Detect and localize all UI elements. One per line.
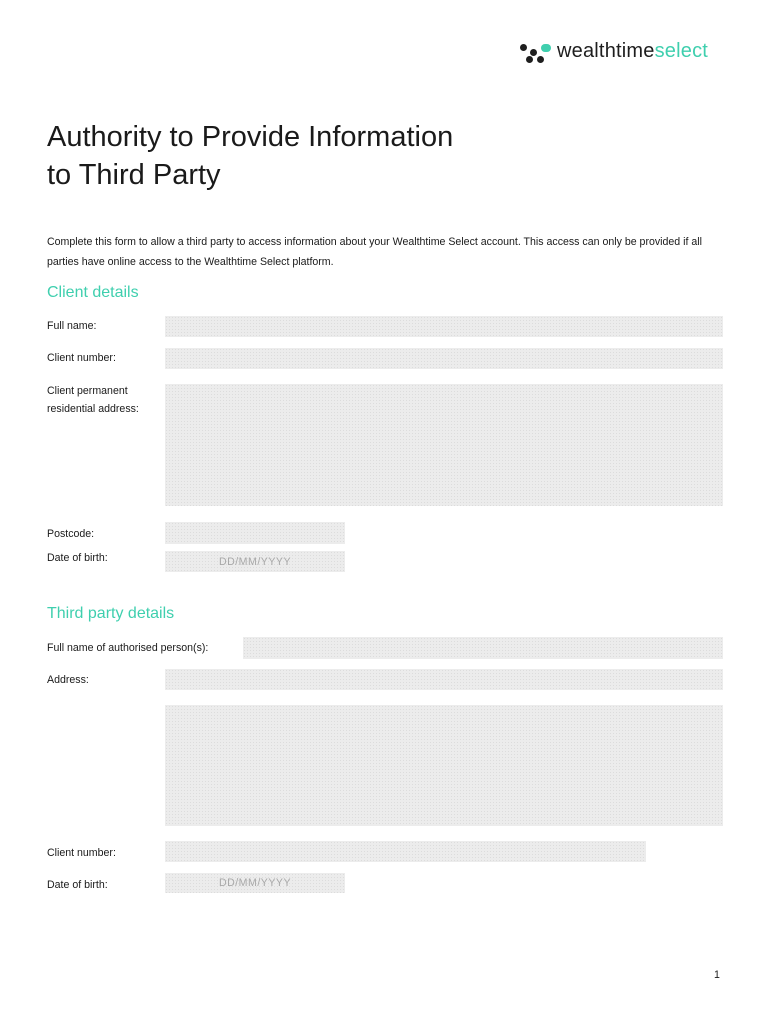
title-line-1: Authority to Provide Information <box>47 121 454 153</box>
client-details-heading: Client details <box>47 284 139 301</box>
wealthtime-select-logo <box>519 41 724 65</box>
third-party-full-name-field[interactable] <box>243 637 723 659</box>
third-party-details-heading: Third party details <box>47 605 175 622</box>
third-party-address-label: Address: <box>47 674 89 686</box>
third-party-address-line-field[interactable] <box>165 669 723 690</box>
title-line-2: to Third Party <box>47 159 221 191</box>
client-full-name-label: Full name: <box>47 320 97 332</box>
client-address-field[interactable] <box>165 384 723 506</box>
client-dob-field[interactable] <box>165 551 345 572</box>
third-party-dob-label: Date of birth: <box>47 879 108 891</box>
client-full-name-field[interactable] <box>165 316 723 337</box>
third-party-address-field[interactable] <box>165 705 723 826</box>
client-postcode-label: Postcode: <box>47 528 95 540</box>
third-party-dob-placeholder: DD/MM/YYYY <box>218 877 292 889</box>
page-title <box>47 118 453 194</box>
client-address-label: Client permanent residential address: <box>47 385 139 415</box>
client-number-label: Client number: <box>47 352 116 364</box>
client-postcode-field[interactable] <box>165 522 345 544</box>
page-number: 1 <box>714 969 720 981</box>
intro-text: Complete this form to allow a third party to access information about your Wealthtime Select account. This access can only be provided if all parties have online access to the Wealthtime Select platform. <box>47 236 702 268</box>
third-party-full-name-label: Full name of authorised person(s): <box>47 642 209 654</box>
client-dob-label: Date of birth: <box>47 552 108 564</box>
third-party-client-number-field[interactable] <box>165 841 646 862</box>
third-party-dob-field[interactable] <box>165 873 345 893</box>
logo-wordmark: wealthtimeselect <box>557 40 709 62</box>
third-party-client-number-label: Client number: <box>47 847 116 859</box>
client-number-field[interactable] <box>165 348 723 369</box>
logo-dots-icon <box>519 41 553 65</box>
client-dob-placeholder: DD/MM/YYYY <box>218 555 292 568</box>
